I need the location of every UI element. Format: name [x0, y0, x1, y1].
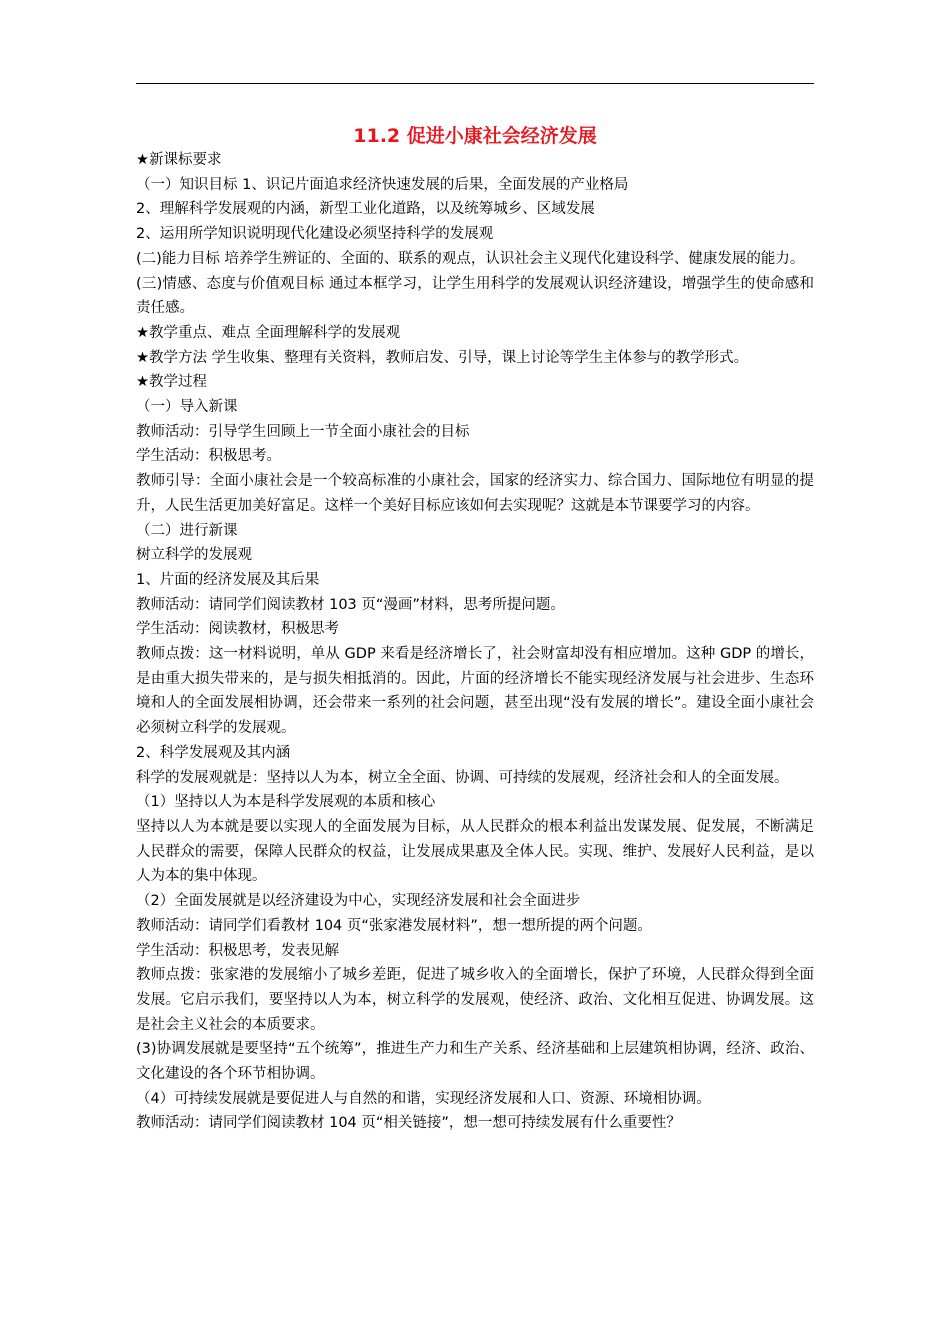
paragraph: 教师引导：全面小康社会是一个较高标准的小康社会，国家的经济实力、综合国力、国际地位有明显的提升，人民生活更加美好富足。这样一个美好目标应该如何去实现呢？这就是本节课要学习的内容。 [136, 473, 814, 514]
paragraph: 教师点拨：这一材料说明，单从 GDP 来看是经济增长了，社会财富却没有相应增加。这种 GDP 的增长，是由重大损失带来的，是与损失相抵消的。因此，片面的经济增长不能实现经济发展与社会进步、生态环境和人的全面发展相协调，还会带来一系列的社会问题，甚至出现“没有发展的增长”。建设全面小康社会必须树立科学的发展观。 [136, 646, 814, 737]
paragraph: 科学的发展观就是：坚持以人为本，树立全全面、协调、可持续的发展观，经济社会和人的全面发展。 [136, 769, 789, 786]
paragraph: 学生活动：积极思考。 [136, 448, 281, 465]
paragraph: 学生活动：阅读教材，积极思考 [136, 621, 339, 638]
paragraph: 教师活动：请同学们看教材 104 页“张家港发展材料”，想一想所提的两个问题。 [136, 917, 652, 934]
paragraph: (三)情感、态度与价值观目标 通过本框学习，让学生用科学的发展观认识经济建设，增强学生的使命感和责任感。 [136, 275, 814, 317]
paragraph: 2、科学发展观及其内涵 [136, 744, 291, 761]
paragraph: （二）进行新课 [136, 522, 238, 539]
paragraph: 教师活动：请同学们阅读教材 103 页“漫画”材料，思考所提问题。 [136, 596, 565, 613]
paragraph: 教师活动：请同学们阅读教材 104 页“相关链接”，想一想可持续发展有什么重要性？ [136, 1115, 681, 1132]
paragraph: 坚持以人为本就是要以实现人的全面发展为目标，从人民群众的根本利益出发谋发展、促发展，不断满足人民群众的需要，保障人民群众的权益，让发展成果惠及全体人民。实现、维护、发展好人民利益，是以人为本的集中体现。 [136, 818, 814, 885]
paragraph: 学生活动：积极思考，发表见解 [136, 942, 339, 959]
paragraph: (二)能力目标 培养学生辨证的、全面的、联系的观点，认识社会主义现代化建设科学、健康发展的能力。 [136, 250, 805, 267]
paragraph: （4）可持续发展就是要促进人与自然的和谐，实现经济发展和人口、资源、环境相协调。 [136, 1090, 711, 1107]
paragraph: 2、理解科学发展观的内涵，新型工业化道路，以及统筹城乡、区域发展 [136, 201, 595, 218]
paragraph: （一）导入新课 [136, 399, 238, 416]
paragraph: （1）坚持以人为本是科学发展观的本质和核心 [136, 794, 436, 811]
paragraph: ★教学方法 学生收集、整理有关资料，教师启发、引导，课上讨论等学生主体参与的教学形式。 [136, 349, 749, 366]
paragraph: 教师活动：引导学生回顾上一节全面小康社会的目标 [136, 423, 470, 440]
paragraph: （一）知识目标 1、识记片面追求经济快速发展的后果，全面发展的产业格局 [136, 176, 629, 193]
document-body [136, 148, 814, 1136]
paragraph: ★教学过程 [136, 374, 207, 391]
paragraph: ★新课标要求 [136, 152, 222, 168]
paragraph: 1、片面的经济发展及其后果 [136, 571, 320, 588]
paragraph: 2、运用所学知识说明现代化建设必须坚持科学的发展观 [136, 226, 494, 243]
header-rule [136, 83, 814, 84]
paragraph: （2）全面发展就是以经济建设为中心，实现经济发展和社会全面进步 [136, 893, 581, 910]
paragraph: (3)协调发展就是要坚持“五个统筹”，推进生产力和生产关系、经济基础和上层建筑相协调，经济、政治、文化建设的各个环节相协调。 [136, 1041, 814, 1083]
paragraph: ★教学重点、难点 全面理解科学的发展观 [136, 324, 401, 341]
paragraph: 教师点拨：张家港的发展缩小了城乡差距，促进了城乡收入的全面增长，保护了环境，人民群众得到全面发展。它启示我们，要坚持以人为本，树立科学的发展观，使经济、政治、文化相互促进、协调发展。这是社会主义社会的本质要求。 [136, 967, 814, 1033]
paragraph: 树立科学的发展观 [136, 547, 252, 564]
document-title: 11.2 促进小康社会经济发展 [353, 125, 597, 147]
